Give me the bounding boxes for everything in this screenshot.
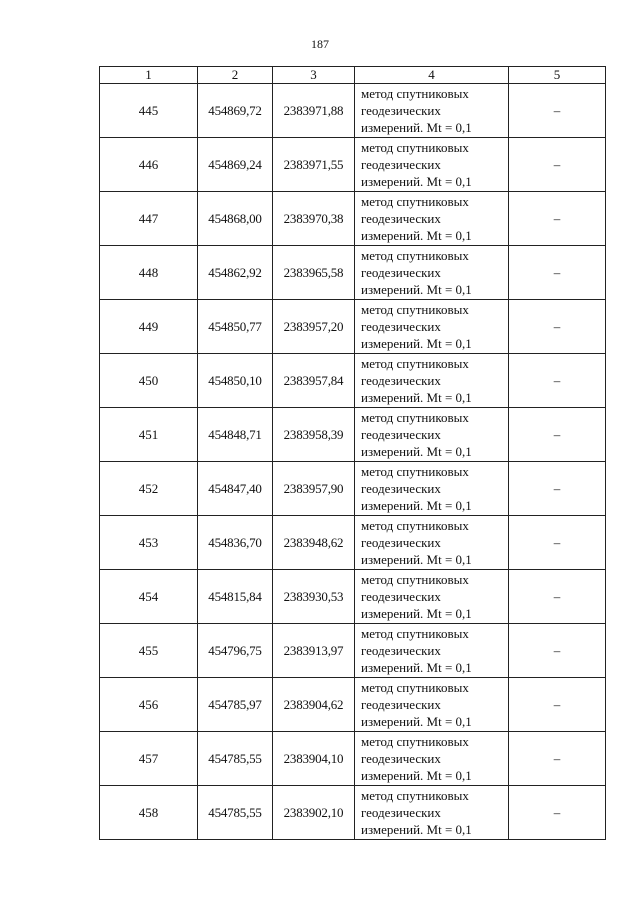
y-coordinate-cell: 2383948,62: [273, 516, 355, 570]
y-coordinate-cell: 2383913,97: [273, 624, 355, 678]
method-line: метод спутниковых: [361, 464, 469, 479]
table-row: [100, 624, 606, 678]
method-cell: [355, 570, 509, 624]
point-number-cell: 447: [100, 192, 198, 246]
column5-cell: –: [509, 570, 606, 624]
table-row: [100, 300, 606, 354]
method-line: метод спутниковых: [361, 410, 469, 425]
method-line: геодезических: [361, 805, 441, 820]
x-coordinate-cell: 454868,00: [198, 192, 273, 246]
table-row: [100, 678, 606, 732]
column-header-4: 4: [355, 67, 509, 84]
y-coordinate-cell: 2383958,39: [273, 408, 355, 462]
x-coordinate-cell: 454850,10: [198, 354, 273, 408]
x-coordinate-cell: 454785,97: [198, 678, 273, 732]
x-coordinate-cell: 454815,84: [198, 570, 273, 624]
method-cell: [355, 246, 509, 300]
method-line: метод спутниковых: [361, 680, 469, 695]
column5-cell: –: [509, 462, 606, 516]
method-line: метод спутниковых: [361, 140, 469, 155]
y-coordinate-cell: 2383965,58: [273, 246, 355, 300]
method-line: измерений. Mt = 0,1: [361, 660, 472, 675]
method-line: геодезических: [361, 643, 441, 658]
method-line: метод спутниковых: [361, 734, 469, 749]
method-cell: [355, 84, 509, 138]
method-line: геодезических: [361, 103, 441, 118]
method-line: метод спутниковых: [361, 356, 469, 371]
method-cell: [355, 786, 509, 840]
y-coordinate-cell: 2383970,38: [273, 192, 355, 246]
method-line: геодезических: [361, 697, 441, 712]
method-line: геодезических: [361, 481, 441, 496]
x-coordinate-cell: 454869,24: [198, 138, 273, 192]
x-coordinate-cell: 454836,70: [198, 516, 273, 570]
x-coordinate-cell: 454862,92: [198, 246, 273, 300]
method-line: метод спутниковых: [361, 788, 469, 803]
point-number-cell: 457: [100, 732, 198, 786]
x-coordinate-cell: 454850,77: [198, 300, 273, 354]
method-cell: [355, 732, 509, 786]
point-number-cell: 448: [100, 246, 198, 300]
method-line: геодезических: [361, 373, 441, 388]
y-coordinate-cell: 2383957,90: [273, 462, 355, 516]
method-cell: [355, 300, 509, 354]
method-line: измерений. Mt = 0,1: [361, 282, 472, 297]
y-coordinate-cell: 2383902,10: [273, 786, 355, 840]
method-line: измерений. Mt = 0,1: [361, 552, 472, 567]
point-number-cell: 455: [100, 624, 198, 678]
table-row: [100, 354, 606, 408]
method-line: геодезических: [361, 157, 441, 172]
method-cell: [355, 138, 509, 192]
point-number-cell: 454: [100, 570, 198, 624]
method-line: геодезических: [361, 211, 441, 226]
method-line: измерений. Mt = 0,1: [361, 120, 472, 135]
x-coordinate-cell: 454785,55: [198, 786, 273, 840]
y-coordinate-cell: 2383930,53: [273, 570, 355, 624]
method-line: геодезических: [361, 265, 441, 280]
y-coordinate-cell: 2383957,84: [273, 354, 355, 408]
point-number-cell: 445: [100, 84, 198, 138]
point-number-cell: 456: [100, 678, 198, 732]
method-line: измерений. Mt = 0,1: [361, 336, 472, 351]
column5-cell: –: [509, 300, 606, 354]
method-cell: [355, 462, 509, 516]
column-header-5: 5: [509, 67, 606, 84]
point-number-cell: 458: [100, 786, 198, 840]
method-line: измерений. Mt = 0,1: [361, 174, 472, 189]
method-cell: [355, 678, 509, 732]
column-header-2: 2: [198, 67, 273, 84]
table-row: [100, 732, 606, 786]
point-number-cell: 451: [100, 408, 198, 462]
x-coordinate-cell: 454869,72: [198, 84, 273, 138]
y-coordinate-cell: 2383971,55: [273, 138, 355, 192]
method-line: геодезических: [361, 751, 441, 766]
column5-cell: –: [509, 732, 606, 786]
page-number: 187: [311, 37, 329, 51]
column5-cell: –: [509, 786, 606, 840]
method-line: измерений. Mt = 0,1: [361, 768, 472, 783]
column5-cell: –: [509, 408, 606, 462]
method-cell: [355, 192, 509, 246]
method-line: метод спутниковых: [361, 302, 469, 317]
table-row: [100, 408, 606, 462]
method-line: метод спутниковых: [361, 518, 469, 533]
column5-cell: –: [509, 246, 606, 300]
table-row: [100, 246, 606, 300]
y-coordinate-cell: 2383971,88: [273, 84, 355, 138]
x-coordinate-cell: 454796,75: [198, 624, 273, 678]
method-line: метод спутниковых: [361, 248, 469, 263]
method-line: измерений. Mt = 0,1: [361, 444, 472, 459]
method-line: метод спутниковых: [361, 572, 469, 587]
point-number-cell: 453: [100, 516, 198, 570]
y-coordinate-cell: 2383904,10: [273, 732, 355, 786]
method-line: измерений. Mt = 0,1: [361, 606, 472, 621]
method-line: геодезических: [361, 589, 441, 604]
table-row: [100, 192, 606, 246]
column5-cell: –: [509, 354, 606, 408]
method-line: измерений. Mt = 0,1: [361, 498, 472, 513]
table-row: [100, 138, 606, 192]
column-header-1: 1: [100, 67, 198, 84]
column-header-3: 3: [273, 67, 355, 84]
table-row: [100, 516, 606, 570]
column5-cell: –: [509, 624, 606, 678]
point-number-cell: 449: [100, 300, 198, 354]
table-header-row: [100, 67, 606, 84]
method-line: геодезических: [361, 427, 441, 442]
point-number-cell: 452: [100, 462, 198, 516]
method-cell: [355, 408, 509, 462]
column5-cell: –: [509, 678, 606, 732]
coordinates-table: [99, 66, 606, 840]
point-number-cell: 446: [100, 138, 198, 192]
x-coordinate-cell: 454848,71: [198, 408, 273, 462]
x-coordinate-cell: 454785,55: [198, 732, 273, 786]
column5-cell: –: [509, 516, 606, 570]
point-number-cell: 450: [100, 354, 198, 408]
method-cell: [355, 354, 509, 408]
method-line: измерений. Mt = 0,1: [361, 228, 472, 243]
table-row: [100, 84, 606, 138]
column5-cell: –: [509, 84, 606, 138]
x-coordinate-cell: 454847,40: [198, 462, 273, 516]
method-line: измерений. Mt = 0,1: [361, 822, 472, 837]
y-coordinate-cell: 2383957,20: [273, 300, 355, 354]
table-row: [100, 570, 606, 624]
method-cell: [355, 516, 509, 570]
table-row: [100, 462, 606, 516]
method-line: метод спутниковых: [361, 194, 469, 209]
method-cell: [355, 624, 509, 678]
column5-cell: –: [509, 192, 606, 246]
method-line: измерений. Mt = 0,1: [361, 390, 472, 405]
y-coordinate-cell: 2383904,62: [273, 678, 355, 732]
method-line: геодезических: [361, 319, 441, 334]
method-line: измерений. Mt = 0,1: [361, 714, 472, 729]
table-row: [100, 786, 606, 840]
method-line: метод спутниковых: [361, 626, 469, 641]
method-line: метод спутниковых: [361, 86, 469, 101]
column5-cell: –: [509, 138, 606, 192]
method-line: геодезических: [361, 535, 441, 550]
